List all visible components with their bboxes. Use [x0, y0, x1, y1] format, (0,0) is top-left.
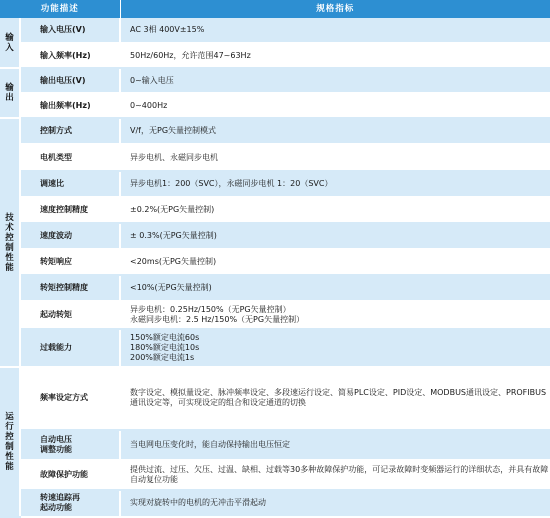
group-output [0, 68, 20, 118]
row-function: 输入电压(V) [20, 18, 120, 43]
row-spec: V/f，无PG矢量控制模式 [120, 118, 550, 144]
row-function: 调速比 [20, 171, 120, 197]
row-spec: ± 0.3%(无PG矢量控制) [120, 223, 550, 249]
row-function: 输入频率(Hz) [20, 43, 120, 68]
table-row [0, 249, 550, 275]
row-function: 输出频率(Hz) [20, 93, 120, 118]
row-function: 自动电压 调整功能 [20, 430, 120, 460]
table-row [0, 223, 550, 249]
row-spec: 50Hz/60Hz，允许范围47~63Hz [120, 43, 550, 68]
row-spec: ±0.2%(无PG矢量控制) [120, 197, 550, 223]
row-spec: 150%额定电流60s 180%额定电流10s 200%额定电流1s [120, 329, 550, 367]
table-row [0, 490, 550, 517]
header-spec: 规格指标 [120, 0, 550, 18]
table-row [0, 329, 550, 367]
table-row [0, 43, 550, 68]
group-label: 输入 [5, 32, 14, 53]
row-spec: 实现对旋转中的电机的无冲击平滑起动 [120, 490, 550, 517]
row-function: 故障保护功能 [20, 460, 120, 490]
row-spec: 0~输入电压 [120, 68, 550, 93]
table-row [0, 68, 550, 93]
group-run [0, 367, 20, 517]
group-input [0, 18, 20, 68]
row-function: 转矩控制精度 [20, 275, 120, 301]
table-row [0, 430, 550, 460]
table-row [0, 301, 550, 329]
row-function: 电机类型 [20, 144, 120, 170]
group-label: 运行控制性能 [5, 412, 14, 473]
table-header [0, 0, 550, 18]
row-function: 控制方式 [20, 118, 120, 144]
table-row [0, 18, 550, 43]
row-spec: 提供过流、过压、欠压、过温、缺相、过载等30多种故障保护功能，可记录故障时变频器运行的详细状态，并具有故障自动复位功能 [120, 460, 550, 490]
row-function: 输出电压(V) [20, 68, 120, 93]
row-spec: 当电网电压变化时，能自动保持输出电压恒定 [120, 430, 550, 460]
table-row [0, 275, 550, 301]
group-label: 输出 [5, 83, 14, 104]
table-row [0, 460, 550, 490]
row-function: 频率设定方式 [20, 367, 120, 429]
table-row [0, 93, 550, 118]
group-label: 技术控制性能 [5, 212, 14, 273]
table-row [0, 144, 550, 170]
row-spec: 异步电机、永磁同步电机 [120, 144, 550, 170]
table-row [0, 171, 550, 197]
row-spec: 数字设定、模拟量设定、脉冲频率设定、多段速运行设定、简易PLC设定、PID设定、MODBUS通讯设定、PROFIBUS通讯设定等，可实现设定的组合和设定通道的切换 [120, 367, 550, 429]
header-function: 功能描述 [0, 0, 120, 18]
row-function: 转矩响应 [20, 249, 120, 275]
row-spec: 异步电机1：200（SVC），永磁同步电机 1：20（SVC） [120, 171, 550, 197]
row-spec: 0~400Hz [120, 93, 550, 118]
row-function: 转速追踪再 起动功能 [20, 490, 120, 517]
row-spec: 异步电机：0.25Hz/150%（无PG矢量控制） 永磁同步电机：2.5 Hz/150%（无PG矢量控制） [120, 301, 550, 329]
table-row [0, 118, 550, 144]
row-function: 速度波动 [20, 223, 120, 249]
row-spec: <10%(无PG矢量控制) [120, 275, 550, 301]
row-function: 起动转矩 [20, 301, 120, 329]
row-spec: AC 3相 400V±15% [120, 18, 550, 43]
row-spec: <20ms(无PG矢量控制) [120, 249, 550, 275]
row-function: 速度控制精度 [20, 197, 120, 223]
group-control [0, 118, 20, 367]
table-row [0, 197, 550, 223]
row-function: 过载能力 [20, 329, 120, 367]
table-row [0, 367, 550, 429]
